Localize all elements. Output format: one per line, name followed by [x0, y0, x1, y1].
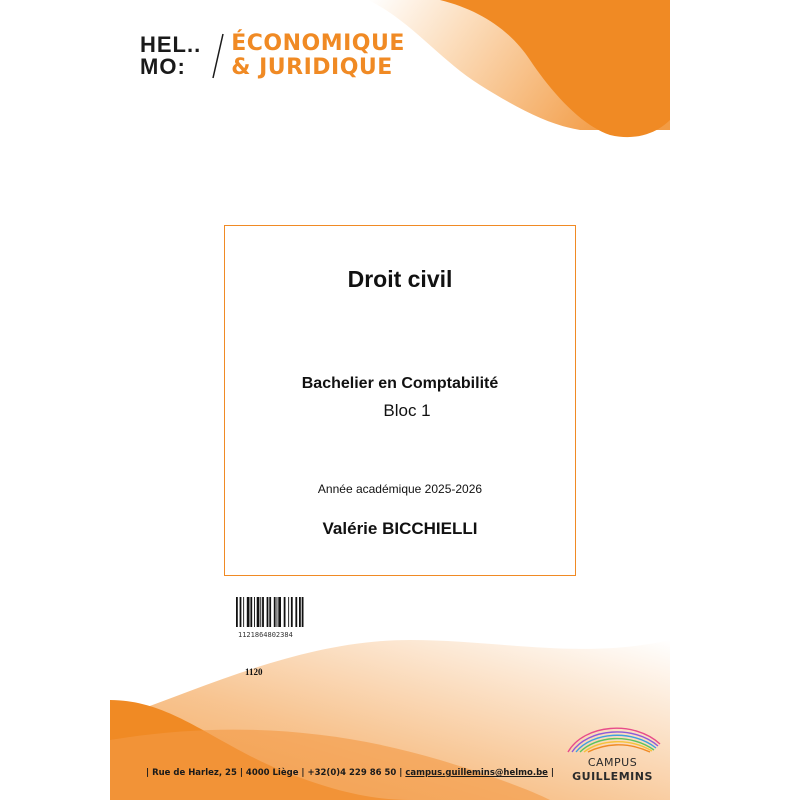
barcode-bar [240, 597, 242, 627]
barcode-number: 1121864802384 [238, 631, 293, 639]
barcode-bar [247, 597, 250, 627]
program-name: Bachelier en Comptabilité [301, 375, 499, 392]
helmo-wordmark-line2: MO: [140, 54, 186, 79]
document-page [110, 0, 670, 800]
barcode-bar [243, 597, 244, 627]
barcode-bar [274, 597, 276, 627]
department-line2: & JURIDIQUE [231, 55, 393, 80]
barcode-bar [250, 597, 252, 627]
footer-end: | [547, 768, 555, 778]
footer-address: | Rue de Harlez, 25 | 4000 Liège | +32(0)4 229 86 50 | [146, 768, 406, 778]
barcode-bar [257, 597, 260, 627]
department-name [231, 32, 405, 80]
barcode-bar [262, 597, 264, 627]
rainbow-arcs-icon [564, 718, 664, 754]
barcode-bar [254, 597, 255, 627]
barcode-bar [269, 597, 271, 627]
helmo-wordmark-line1: HEL.. [140, 32, 202, 57]
barcode-bar [236, 597, 238, 627]
barcode-bar [291, 597, 293, 627]
document-code: 1120 [245, 667, 263, 677]
barcode-bar [288, 597, 289, 627]
academic-year: Année académique 2025-2026 [317, 482, 483, 496]
barcode-bar [284, 597, 286, 627]
bloc-label: Bloc 1 [383, 401, 431, 420]
barcode-bar [299, 597, 301, 627]
barcode-bar [302, 597, 304, 627]
barcode-bar [267, 597, 269, 627]
department-line1: ÉCONOMIQUE [231, 31, 405, 56]
helmo-logo [140, 30, 405, 82]
footer-email-link[interactable]: campus.guillemins@helmo.be [405, 768, 548, 778]
campus-label: CAMPUS [587, 756, 638, 769]
barcode-bar [277, 597, 278, 627]
helmo-wordmark [140, 34, 201, 78]
barcode [235, 597, 355, 627]
cover-title-box [224, 225, 576, 576]
barcode-bar [260, 597, 261, 627]
barcode-bar [295, 597, 297, 627]
course-title: Droit civil [347, 266, 453, 292]
footer-contact [146, 768, 554, 778]
campus-name: GUILLEMINS [572, 770, 653, 783]
author-name: Valérie BICCHIELLI [322, 519, 478, 538]
barcode-bar [278, 597, 281, 627]
slash-divider-icon [211, 32, 225, 80]
campus-guillemins-logo [560, 718, 665, 788]
